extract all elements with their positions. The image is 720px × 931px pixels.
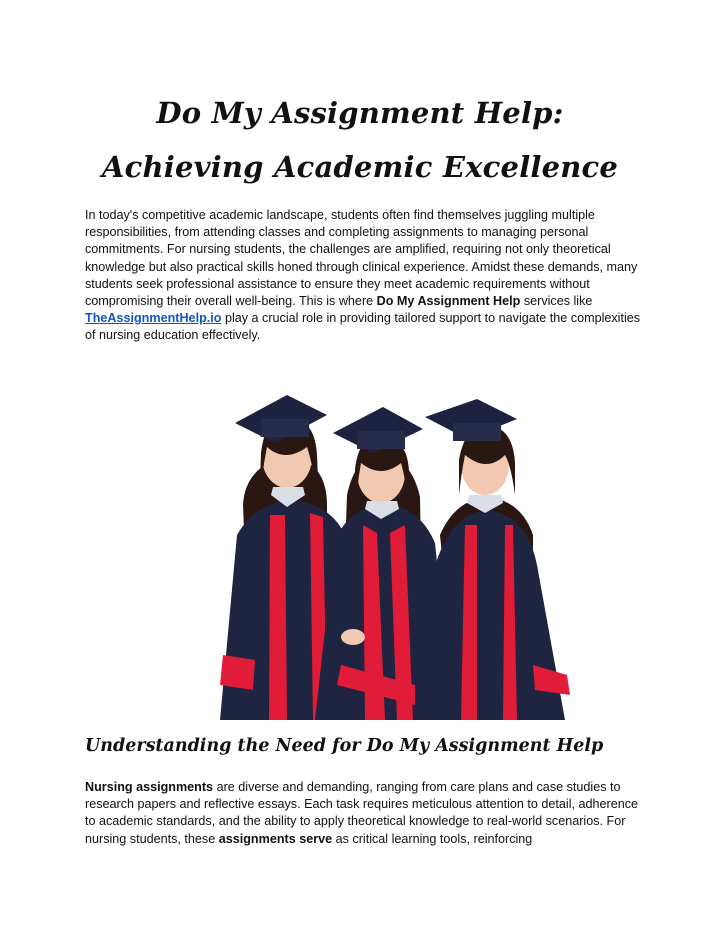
intro-bold-service: Do My Assignment Help [376, 294, 521, 309]
section-text-1: are diverse and demanding, ranging from care plans and case studies to research papers and reflective essays. Each task requires meticulous attention to detail, adherence to academic standards, and the ability to apply theoretical knowledge to real-world scenarios. For nursing students, these [85, 780, 639, 846]
intro-text-2: services like [520, 294, 593, 309]
page-title-line1: Do My Assignment Help: [156, 96, 564, 130]
section-bold-2: assignments serve [218, 831, 333, 846]
intro-paragraph [85, 207, 650, 345]
intro-text-1: In today's competitive academic landscape, students often find themselves juggling multiple responsibilities, from attending classes and completing assignments to managing personal commitments. For nursing students, the challenges are amplified, requiring not only theoretical knowledge but also practical skills honed through clinical experience. Amidst these demands, many students seek professional assistance to ensure they meet academic requirements without compromising their overall well-being. This is where [85, 208, 638, 309]
intro-text-3: play a crucial role in providing tailored support to navigate the complexities of nursing education effectively. [85, 311, 641, 343]
graduates-image [215, 385, 575, 721]
section-bold-1: Nursing assignments [85, 780, 214, 794]
section-text-2: as critical learning tools, reinforcing [332, 831, 533, 846]
graduate-center [315, 407, 453, 720]
assignment-help-link[interactable]: TheAssignmentHelp.io [85, 311, 222, 326]
section-paragraph [85, 779, 650, 848]
section-heading: Understanding the Need for Do My Assignment Help [85, 736, 604, 756]
page-title-line2: Achieving Academic Excellence [101, 150, 619, 184]
